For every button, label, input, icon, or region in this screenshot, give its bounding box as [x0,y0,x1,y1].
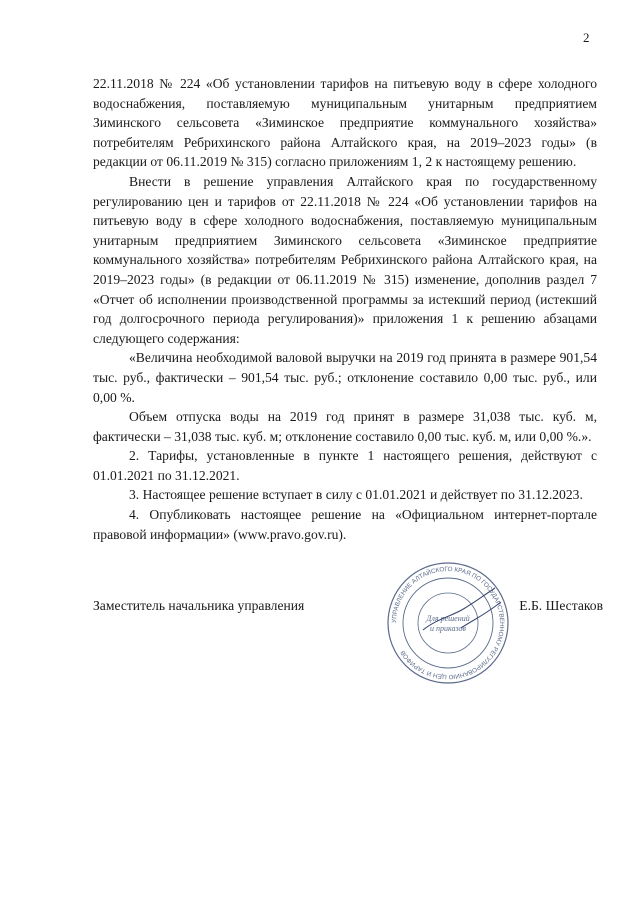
paragraph: 22.11.2018 № 224 «Об установлении тарифов на питьевую воду в сфере холодного водоснабжения, поставляемую муниципальным унитарным предприятием Зиминского сельсовета «Зиминское предприятие коммунального хозяйства» потребителям Ребрихинского района Алтайского края, на 2019–2023 годы» (в редакции от 06.11.2019 № 315) согласно приложениям 1, 2 к настоящему решению. [93,76,597,170]
paragraph: 3. Настоящее решение вступает в силу с 01.01.2021 и действует по 31.12.2023. [129,487,583,503]
stamp-ring-text: УПРАВЛЕНИЕ АЛТАЙСКОГО КРАЯ ПО ГОСУДАРСТВЕННОМУ РЕГУЛИРОВАНИЮ ЦЕН И ТАРИФОВ [390,565,506,681]
signature-block [93,565,603,710]
document-body [93,74,597,544]
stamp-inner-line-2: и приказов [429,624,467,633]
paragraph: 4. Опубликовать настоящее решение на «Официальном интернет-портале правовой информации» (www.pravo.gov.ru). [93,507,597,542]
stamp-outer-ring [388,563,508,683]
official-stamp [383,558,513,688]
page-number: 2 [583,30,590,45]
paragraph: 2. Тарифы, установленные в пункте 1 настоящего решения, действуют с 01.01.2021 по 31.12.2021. [93,448,597,483]
stamp-inner-line-1: Для решений [426,614,470,623]
paragraph: Внести в решение управления Алтайского края по государственному регулированию цен и тарифов от 22.11.2018 № 224 «Об установлении тарифов на питьевую воду в сфере холодного водоснабжения, поставляемую муниципальным унитарным предприятием Зиминского сельсовета «Зиминское предприятие коммунального хозяйства» потребителям Ребрихинского района Алтайского края, на 2019–2023 годы» (в редакции от 06.11.2019 № 315) изменение, дополнив раздел 7 «Отчет об исполнении производственной программы за истекший период (истекший год долгосрочного периода регулирования)» приложения 1 к решению абзацами следующего содержания: [93,173,597,346]
paragraph: Объем отпуска воды на 2019 год принят в размере 31,038 тыс. куб. м, фактически – 31,038 тыс. куб. м; отклонение составило 0,00 тыс. куб. м, или 0,00 %.». [93,409,597,444]
paragraph: «Величина необходимой валовой выручки на 2019 год принята в размере 901,54 тыс. руб., фактически – 901,54 тыс. руб.; отклонение составило 0,00 тыс. руб., или 0,00 %. [93,350,597,405]
signatory-name: Е.Б. Шестаков [519,598,603,613]
stamp-middle-ring [403,578,493,668]
signatory-title: Заместитель начальника управления [93,598,305,613]
